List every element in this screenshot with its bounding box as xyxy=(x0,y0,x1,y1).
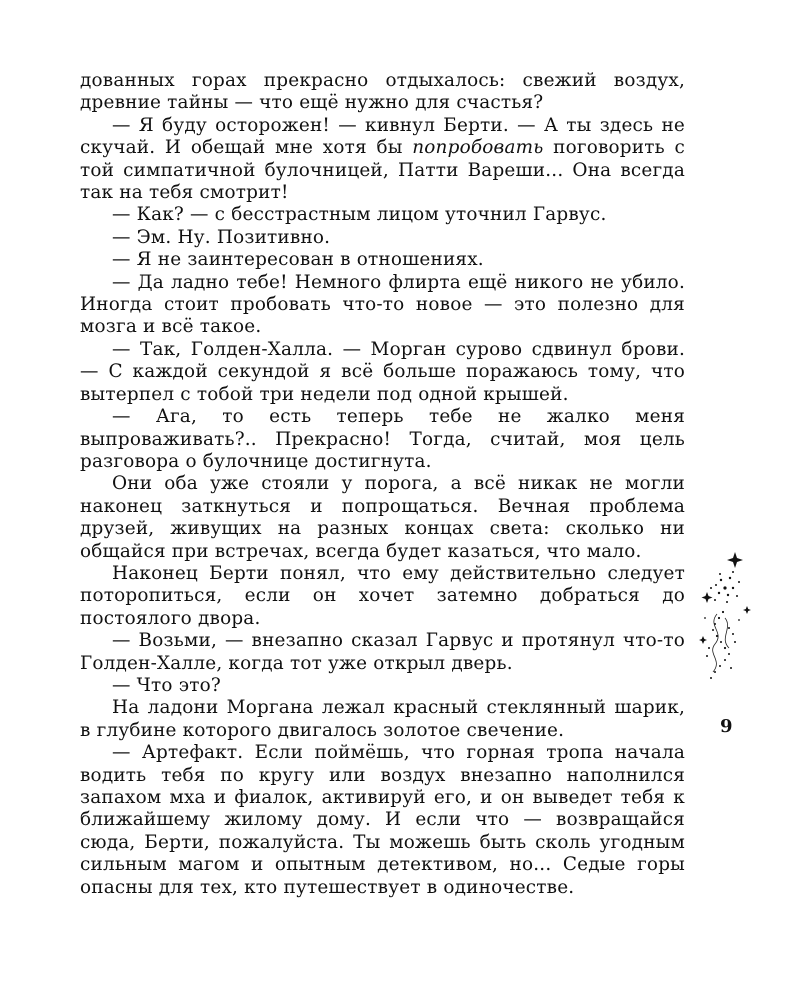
paragraph: Они оба уже стояли у порога, а всё никак не могли наконец заткнуться и попрощаться. Вечная проблема друзей, живущих на разных концах света: сколько ни общайся при встречах, всегда будет казаться, что мало. xyxy=(80,473,685,562)
paragraph: — Ага, то есть теперь тебе не жалко меня выпроваживать?.. Прекрасно! Тогда, считай, моя цель разговора о булочнице достигнута. xyxy=(80,406,685,472)
paragraph: — Эм. Ну. Позитивно. xyxy=(112,226,331,248)
paragraph: — Возьми, — внезапно сказал Гарвус и протянул что-то Голден-Халле, когда тот уже открыл дверь. xyxy=(80,630,685,674)
paragraph: На ладони Моргана лежал красный стеклянный шарик, в глубине которого двигалось золотое свечение. xyxy=(80,697,685,741)
paragraph: — Артефакт. Если поймёшь, что горная тропа начала водить тебя по кругу или воздух внезапно наполнился запахом мха и фиалок, активируй его, и он выведет тебя к ближайшему жилому дому. И если что — возвращайся сюда, Берти, пожалуйста. Ты можешь быть сколь угодным сильным магом и опытным детективом, но... Седые горы опасны для тех, кто путешествует в одиночестве. xyxy=(80,742,685,898)
paragraph-text: — Я буду осторожен! — кивнул Берти. — А ты здесь не скучай. И обещай мне хотя бы xyxy=(80,114,685,159)
paragraph-continued: дованных горах прекрасно отдыхалось: свежий воздух, древние тайны — что ещё нужно для счастья? xyxy=(80,70,685,114)
paragraph: — Что это? xyxy=(112,674,221,696)
paragraph: — Как? — с бесстрастным лицом уточнил Гарвус. xyxy=(112,204,607,226)
paragraph: Наконец Берти понял, что ему действительно следует поторопиться, если он хочет затемно добраться до постоялого двора. xyxy=(80,562,685,629)
paragraph-text: поговорить с той симпатичной булочницей, Патти Вареши... Она всегда так на тебя смотрит! xyxy=(80,137,685,204)
page-body xyxy=(80,70,685,899)
paragraph xyxy=(80,115,685,205)
paragraph: — Я не заинтересован в отношениях. xyxy=(112,249,484,271)
emphasis-text: попробовать xyxy=(412,137,544,159)
paragraph: — Да ладно тебе! Немного флирта ещё никого не убило. Иногда стоит пробовать что-то новое — это полезно для мозга и всё такое. xyxy=(80,271,685,338)
paragraph: — Так, Голден-Халла. — Морган сурово сдвинул брови. — С каждой секундой я всё больше поражаюсь тому, что вытерпел с тобой три недели под одной крышей. xyxy=(80,338,685,405)
page-number: 9 xyxy=(720,716,733,737)
sparkle-swirl-ornament-icon xyxy=(695,548,755,698)
